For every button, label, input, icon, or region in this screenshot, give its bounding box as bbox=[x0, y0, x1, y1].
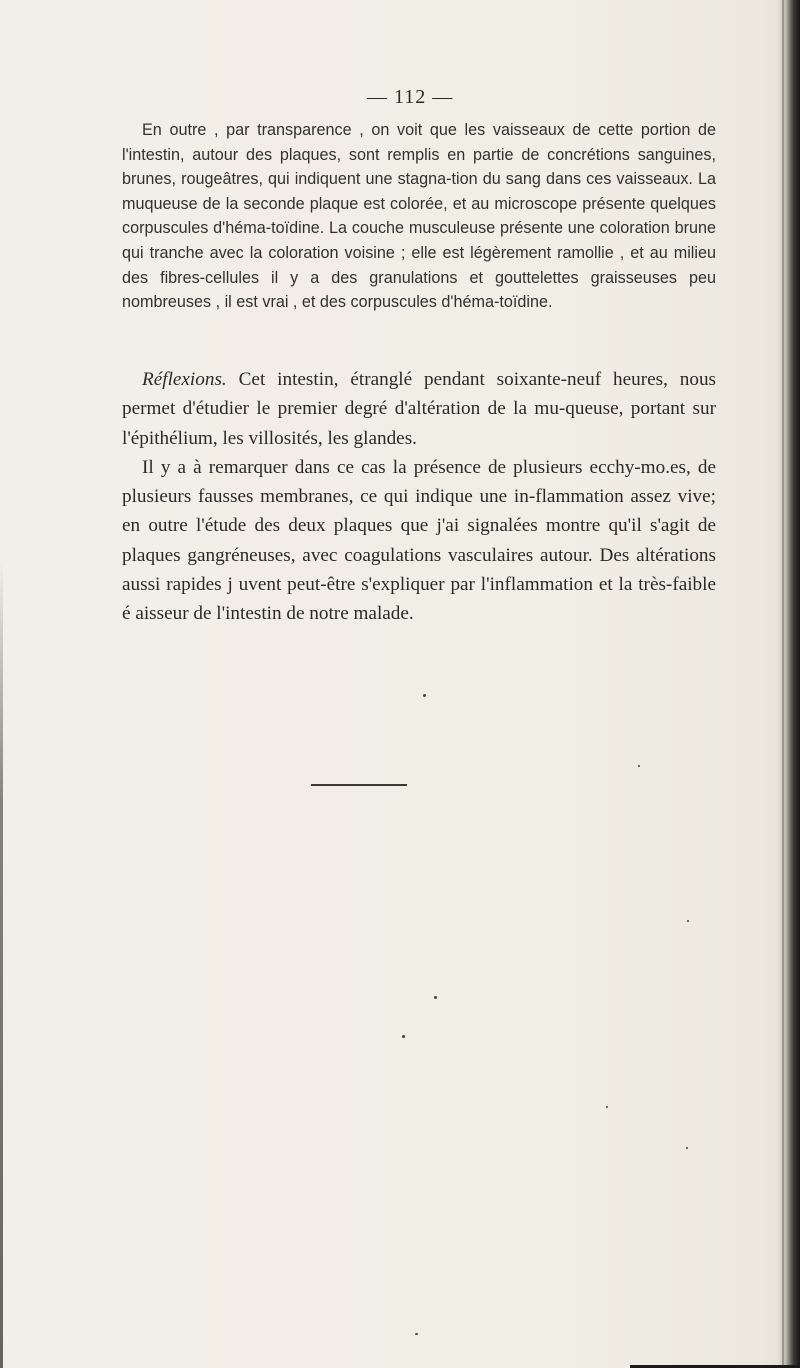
page-number: — 112 — bbox=[367, 86, 454, 108]
print-speck bbox=[423, 694, 426, 697]
reflexions-heading: Réflexions. bbox=[142, 369, 227, 390]
reflexions-text: Cet intestin, étranglé pendant soixante-neuf heures, nous permet d'étudier le premier degré d'altération de la mu-queuse, portant sur l'épithélium, les villosités, les glandes. bbox=[122, 369, 717, 449]
reflexions-paragraph bbox=[122, 365, 716, 453]
reflexions-section bbox=[122, 365, 716, 629]
print-speck bbox=[434, 996, 437, 999]
print-speck bbox=[606, 1106, 608, 1108]
print-speck bbox=[687, 920, 689, 922]
print-speck bbox=[686, 1147, 688, 1149]
observation-paragraph bbox=[122, 118, 716, 315]
print-speck bbox=[638, 765, 640, 767]
paragraph-text: En outre , par transparence , on voit que les vaisseaux de cette portion de l'intestin, autour des plaques, sont remplis en partie de concrétions sanguines, brunes, rougeâtres, qui indiquent une stagna-tion du sang dans ces vaisseaux. La muqueuse de la seconde plaque est colorée, et au microscope présente quelques corpuscules d'héma-toïdine. La couche musculeuse présente une coloration brune qui tranche avec la coloration voisine ; elle est légèrement ramollie , et au milieu des fibres-cellules il y a des granulations et gouttelettes graisseuses peu nombreuses , il est vrai , et des corpuscules d'héma-toïdine. bbox=[122, 121, 716, 312]
section-divider-rule bbox=[311, 784, 407, 786]
print-speck bbox=[415, 1333, 418, 1335]
page-right-inner-shadow bbox=[782, 0, 784, 1368]
page-left-shadow bbox=[0, 560, 3, 1368]
remarks-paragraph: Il y a à remarquer dans ce cas la présence de plusieurs ecchy-mo.es, de plusieurs fausses membranes, ce qui indique une in-flammation assez vive; en outre l'étude des deux plaques que j'ai signalées montre qu'il s'agit de plaques gangréneuses, avec coagulations vasculaires autour. Des altérations aussi rapides j uvent peut-être s'expliquer par l'inflammation et la très-faible é aisseur de l'intestin de notre malade. bbox=[122, 456, 716, 625]
print-speck bbox=[402, 1035, 405, 1038]
